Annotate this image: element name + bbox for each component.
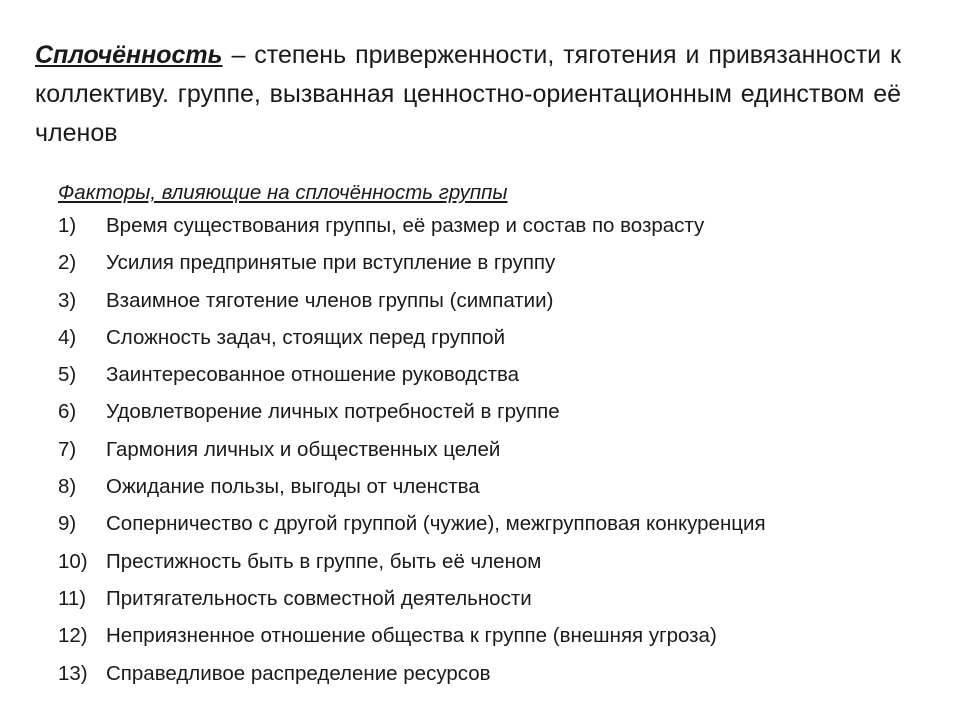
factor-text: Время существования группы, её размер и состав по возрасту bbox=[106, 214, 705, 237]
factor-text: Ожидание пользы, выгоды от членства bbox=[106, 475, 480, 499]
factor-number: 9) bbox=[58, 512, 77, 536]
factor-item bbox=[58, 584, 878, 614]
factor-number: 12) bbox=[58, 624, 88, 648]
factor-text: Престижность быть в группе, быть её членом bbox=[106, 549, 542, 573]
factor-text: Неприязненное отношение общества к группе (внешняя угроза) bbox=[106, 624, 717, 648]
factor-text: Заинтересованное отношение руководства bbox=[106, 363, 520, 387]
factor-number: 8) bbox=[58, 475, 77, 499]
factor-text: Удовлетворение личных потребностей в группе bbox=[106, 400, 560, 424]
factor-text: Усилия предпринятые при вступление в группу bbox=[106, 251, 556, 275]
factor-item bbox=[58, 323, 878, 353]
factor-item bbox=[58, 248, 878, 278]
factors-section bbox=[58, 178, 878, 696]
factor-number: 13) bbox=[58, 661, 88, 685]
factor-number: 7) bbox=[58, 437, 77, 461]
factor-text: Сложность задач, стоящих перед группой bbox=[106, 325, 506, 349]
factor-text: Притягательность совместной деятельности bbox=[106, 586, 532, 610]
factor-number: 1) bbox=[58, 214, 77, 237]
factor-text: Взаимное тяготение членов группы (симпатии) bbox=[106, 288, 554, 312]
factor-number: 5) bbox=[58, 363, 77, 387]
factor-item bbox=[58, 286, 878, 316]
factor-item bbox=[58, 472, 878, 502]
factor-text: Гармония личных и общественных целей bbox=[106, 437, 501, 461]
factor-number: 3) bbox=[58, 288, 77, 312]
factor-number: 2) bbox=[58, 251, 77, 275]
definition-paragraph bbox=[35, 36, 901, 153]
factor-item bbox=[58, 547, 878, 577]
factor-text: Справедливое распределение ресурсов bbox=[106, 661, 491, 685]
factor-list bbox=[58, 211, 878, 689]
factor-number: 4) bbox=[58, 325, 77, 349]
definition-term: Сплочённость bbox=[35, 41, 223, 69]
factor-number: 11) bbox=[58, 586, 87, 610]
factor-text: Соперничество с другой группой (чужие), межгрупповая конкуренция bbox=[106, 512, 766, 536]
factor-item bbox=[58, 659, 878, 689]
factor-item bbox=[58, 360, 878, 390]
factor-number: 6) bbox=[58, 400, 77, 424]
factor-item bbox=[58, 211, 878, 241]
factors-heading: Факторы, влияющие на сплочённость группы bbox=[58, 181, 508, 204]
factor-item bbox=[58, 509, 878, 539]
factor-item bbox=[58, 621, 878, 651]
factor-number: 10) bbox=[58, 549, 88, 573]
factor-item bbox=[58, 435, 878, 465]
definition-text: – степень приверженности, тяготения и привязанности к коллективу. группе, вызванная ценностно-ориентационным единством её членов bbox=[35, 41, 901, 147]
factor-item bbox=[58, 397, 878, 427]
